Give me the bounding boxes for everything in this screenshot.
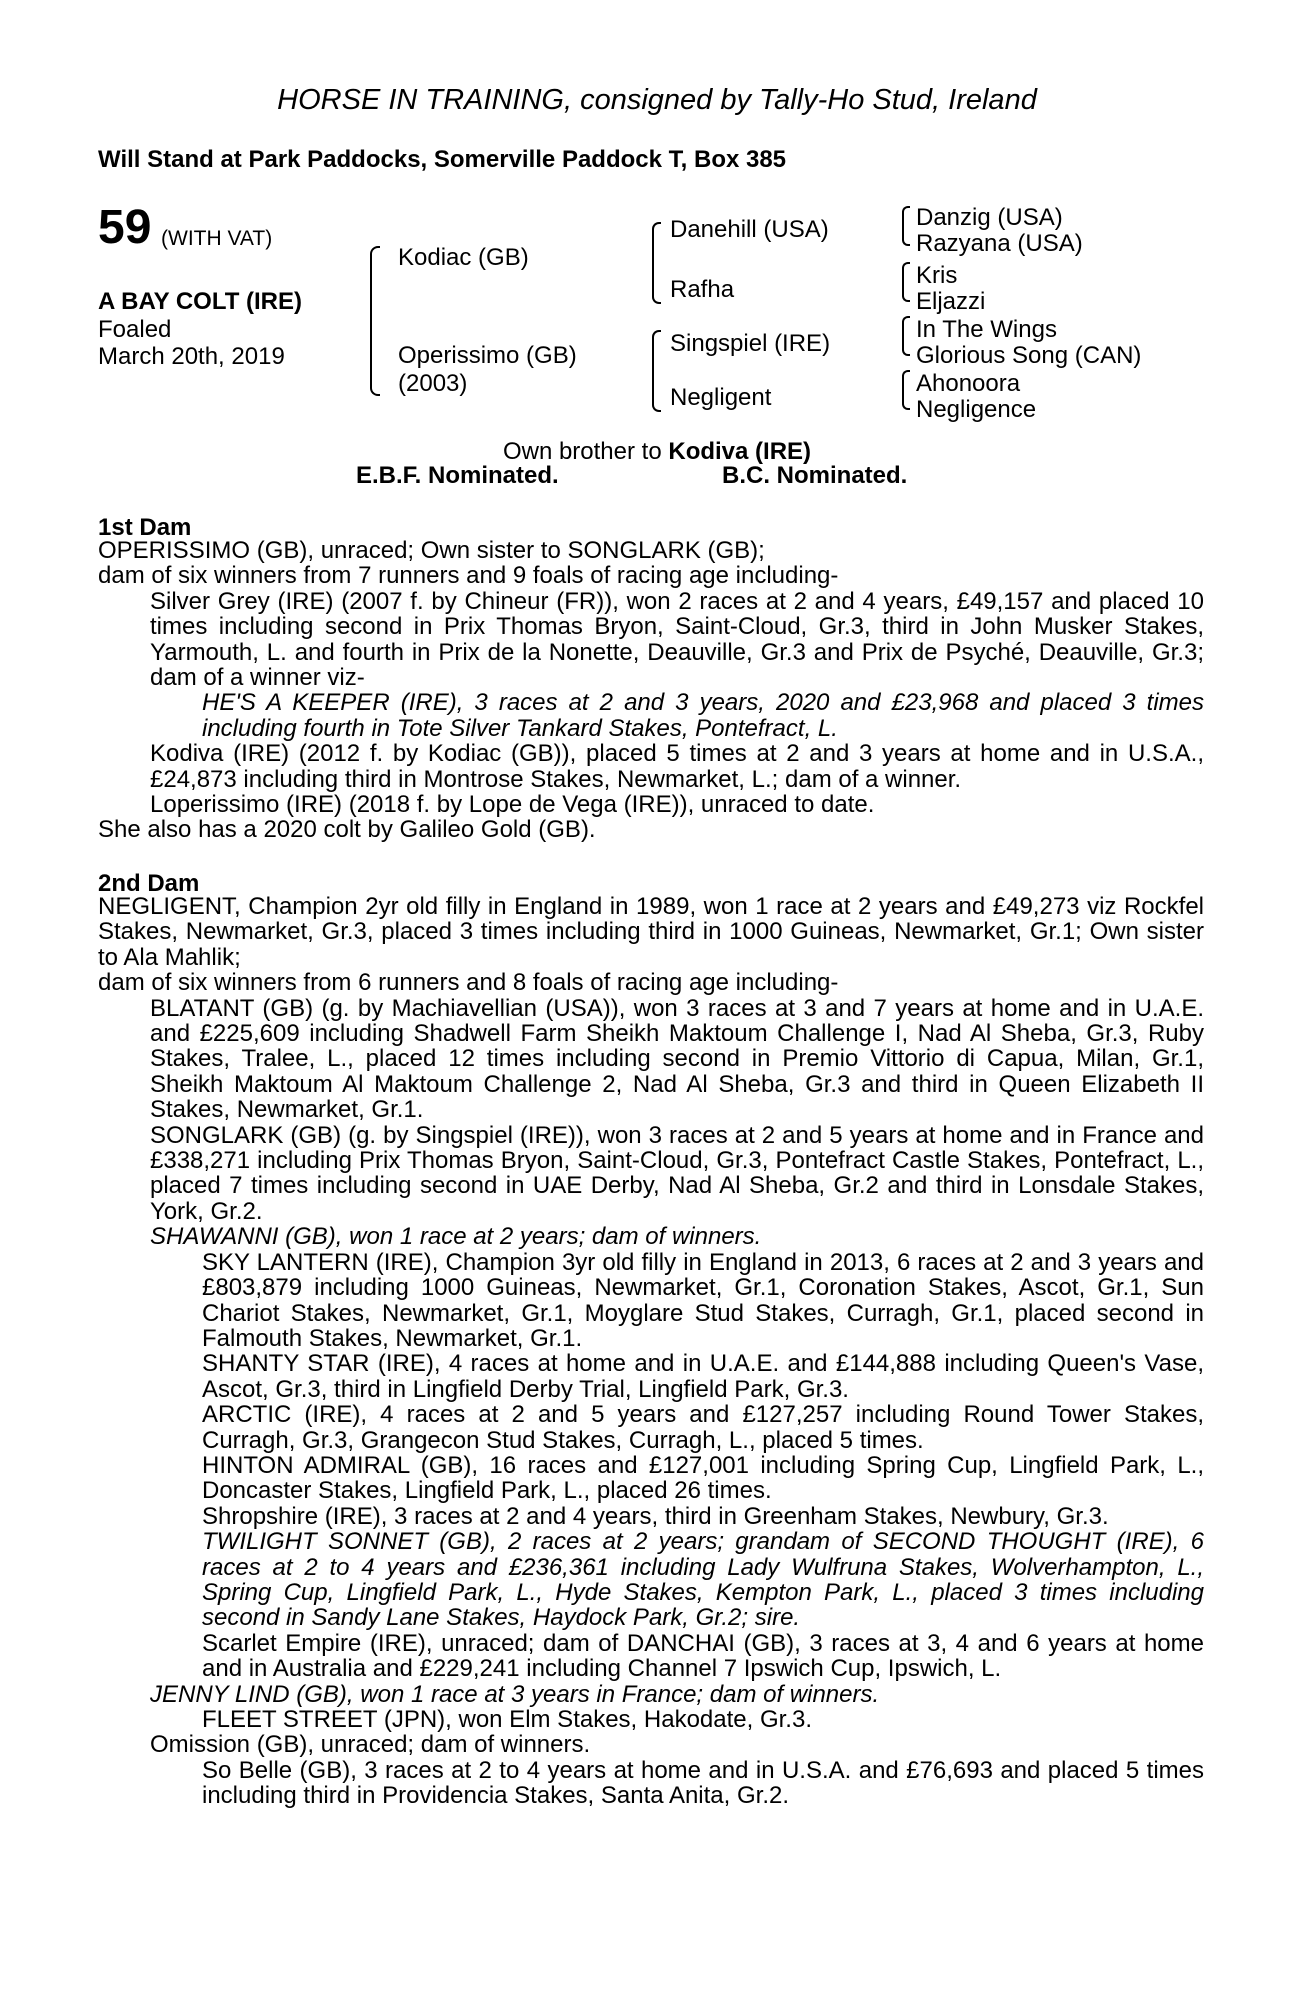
pedigree-brace-sd <box>902 262 910 302</box>
pedigree-brace-dam <box>652 330 661 412</box>
pedigree-ssd: Razyana (USA) <box>916 230 1083 257</box>
pedigree-sdd: Eljazzi <box>916 288 986 315</box>
second-dam-title: 2nd Dam <box>98 870 200 897</box>
pedigree-sss: Danzig (USA) <box>916 204 1063 231</box>
vat-label: (WITH VAT) <box>161 227 273 250</box>
pedigree-sire: Kodiac (GB) <box>398 244 529 271</box>
pedigree-brace-sire <box>652 222 661 304</box>
produce-entry: SHAWANNI (GB), won 1 race at 2 years; dam of winners. <box>150 1223 762 1251</box>
pedigree-ddd: Negligence <box>916 396 1037 423</box>
dam-entry: OPERISSIMO (GB), unraced; Own sister to SONGLARK (GB); <box>98 537 765 564</box>
own-brother-name: Kodiva (IRE) <box>668 438 812 465</box>
own-brother-note <box>0 438 1314 466</box>
produce-entry: JENNY LIND (GB), won 1 race at 3 years in France; dam of winners. <box>150 1680 880 1708</box>
pedigree-dss: In The Wings <box>916 316 1057 343</box>
foaled-date: March 20th, 2019 <box>98 343 285 370</box>
pedigree-brace-ss <box>902 206 910 246</box>
foaled-info <box>98 316 285 370</box>
produce-entry: TWILIGHT SONNET (GB), 2 races at 2 years; grandam of SECOND THOUGHT (IRE), 6 races at 2 to 4 years and £236,361 including Lady Wulfruna Stakes, Wolverhampton, L., Spring Cup, Lingfield Park, L., Hyde Stakes, Kempton Park, L., placed 3 times including second in Sandy Lane Stakes, Haydock Park, Gr.2; sire. <box>202 1528 1204 1632</box>
stand-location: Will Stand at Park Paddocks, Somerville Paddock T, Box 385 <box>98 146 787 173</box>
pedigree-brace-ds <box>902 316 910 356</box>
first-dam-text <box>98 538 1204 843</box>
pedigree-brace-main <box>370 246 380 396</box>
produce-entry: FLEET STREET (JPN), won Elm Stakes, Hakodate, Gr.3. <box>202 1706 812 1733</box>
produce-note: She also has a 2020 colt by Galileo Gold (GB). <box>98 816 596 844</box>
produce-entry: BLATANT (GB) (g. by Machiavellian (USA)), won 3 races at 3 and 7 years at home and in U.A.E. and £225,609 including Shadwell Farm Sheikh Maktoum Challenge I, Nad Al Sheba, Gr.3, Ruby Stakes, Tralee, L., placed 12 times including second in Premio Vittorio di Capua, Milan, Gr.1, Sheikh Maktoum Al Maktoum Challenge 2, Nad Al Sheba, Gr.3 and third in Queen Elizabeth II Stakes, Newmarket, Gr.1. <box>150 994 1204 1124</box>
dam-produce-summary: dam of six winners from 6 runners and 8 foals of racing age including- <box>98 969 839 997</box>
produce-entry: SHANTY STAR (IRE), 4 races at home and in U.A.E. and £144,888 including Queen's Vase, Ascot, Gr.3, third in Lingfield Derby Trial, Lingfield Park, Gr.3. <box>202 1350 1204 1403</box>
produce-entry: SKY LANTERN (IRE), Champion 3yr old filly in England in 2013, 6 races at 2 and 3 years and £803,879 including 1000 Guineas, Newmarket, Gr.1, Coronation Stakes, Ascot, Gr.1, Sun Chariot Stakes, Newmarket, Gr.1, Moyglare Stud Stakes, Curragh, Gr.1, placed second in Falmouth Stakes, Newmarket, Gr.1. <box>202 1248 1204 1352</box>
bc-nominated: B.C. Nominated. <box>722 462 908 489</box>
produce-entry: So Belle (GB), 3 races at 2 to 4 years at home and in U.S.A. and £76,693 and placed 5 times including third in Providencia Stakes, Santa Anita, Gr.2. <box>202 1756 1204 1810</box>
dam-entry: NEGLIGENT, Champion 2yr old filly in England in 1989, won 1 race at 2 years and £49,273 viz Rockfel Stakes, Newmarket, Gr.3, placed 3 times including third in 1000 Guineas, Newmarket, Gr.1; Own sister to Ala Mahlik; <box>98 893 1204 971</box>
pedigree-dam: Operissimo (GB) <box>398 342 577 369</box>
dam-produce-summary: dam of six winners from 7 runners and 9 foals of racing age including- <box>98 562 839 590</box>
second-dam-text <box>98 894 1204 1809</box>
produce-entry: Kodiva (IRE) (2012 f. by Kodiac (GB)), placed 5 times at 2 and 3 years at home and in U.S.A., £24,873 including third in Montrose Stakes, Newmarket, L.; dam of a winner. <box>150 740 1204 793</box>
lot-number: 59 <box>98 201 152 254</box>
pedigree-dam-dam: Negligent <box>670 384 772 411</box>
ebf-nominated: E.B.F. Nominated. <box>356 462 559 489</box>
produce-entry: Omission (GB), unraced; dam of winners. <box>150 1731 591 1759</box>
pedigree-sire-dam: Rafha <box>670 276 735 303</box>
produce-entry: Shropshire (IRE), 3 races at 2 and 4 years, third in Greenham Stakes, Newbury, Gr.3. <box>202 1502 1109 1530</box>
consignor-header: HORSE IN TRAINING, consigned by Tally-Ho Stud, Ireland <box>277 84 1037 116</box>
produce-entry: Scarlet Empire (IRE), unraced; dam of DANCHAI (GB), 3 races at 3, 4 and 6 years at home and in Australia and £229,241 including Channel 7 Ipswich Cup, Ipswich, L. <box>202 1629 1204 1683</box>
produce-entry: ARCTIC (IRE), 4 races at 2 and 5 years and £127,257 including Round Tower Stakes, Curragh, Gr.3, Grangecon Stud Stakes, Curragh, L., placed 5 times. <box>202 1401 1204 1454</box>
produce-entry: SONGLARK (GB) (g. by Singspiel (IRE)), won 3 races at 2 and 5 years at home and in France and £338,271 including Prix Thomas Bryon, Saint-Cloud, Gr.3, Pontefract Castle Stakes, Pontefract, L., placed 7 times including second in UAE Derby, Nad Al Sheba, Gr.2 and third in Lonsdale Stakes, York, Gr.2. <box>150 1121 1204 1225</box>
pedigree-sds: Kris <box>916 262 958 289</box>
horse-name: A BAY COLT (IRE) <box>98 288 303 315</box>
pedigree-dds: Ahonoora <box>916 370 1021 397</box>
pedigree-dam-sire: Singspiel (IRE) <box>670 330 831 357</box>
first-dam-title: 1st Dam <box>98 514 192 541</box>
produce-entry: Silver Grey (IRE) (2007 f. by Chineur (FR)), won 2 races at 2 and 4 years, £49,157 and placed 10 times including second in Prix Thomas Bryon, Saint-Cloud, Gr.3, third in John Musker Stakes, Yarmouth, L. and fourth in Prix de la Nonette, Deauville, Gr.3 and Prix de Psyché, Deauville, Gr.3; dam of a winner viz- <box>150 587 1204 692</box>
own-brother-prefix: Own brother to <box>502 438 662 465</box>
produce-entry: Loperissimo (IRE) (2018 f. by Lope de Vega (IRE)), unraced to date. <box>150 791 875 819</box>
pedigree-dam-year: (2003) <box>398 370 468 397</box>
pedigree-dsd: Glorious Song (CAN) <box>916 342 1142 369</box>
produce-entry: HINTON ADMIRAL (GB), 16 races and £127,001 including Spring Cup, Lingfield Park, L., Doncaster Stakes, Lingfield Park, L., placed 26 times. <box>202 1451 1204 1505</box>
produce-entry: HE'S A KEEPER (IRE), 3 races at 2 and 3 years, 2020 and £23,968 and placed 3 times including fourth in Tote Silver Tankard Stakes, Pontefract, L. <box>202 689 1204 742</box>
pedigree-sire-sire: Danehill (USA) <box>670 216 829 243</box>
pedigree-brace-dd <box>902 370 910 410</box>
foaled-label: Foaled <box>98 316 172 343</box>
